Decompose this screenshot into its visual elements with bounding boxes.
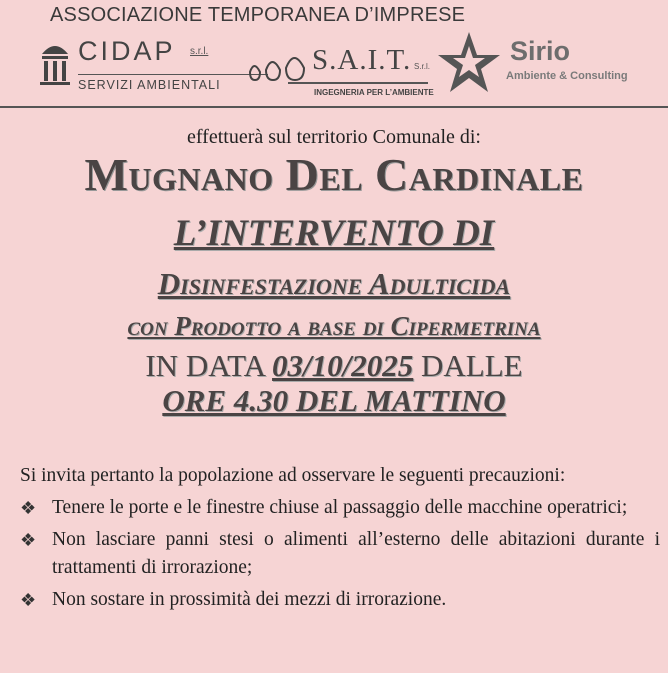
product-info: con Prodotto a base di Cipermetrina xyxy=(127,311,541,341)
precautions-section xyxy=(20,462,660,618)
town-name: Mugnano Del Cardinale xyxy=(84,149,584,200)
cidap-name: CIDAP xyxy=(78,36,176,66)
cidap-rule xyxy=(78,74,268,75)
precaution-text: Non sostare in prossimità dei mezzi di irrorazione. xyxy=(52,589,447,610)
list-item xyxy=(20,586,660,614)
sait-logo xyxy=(248,40,438,100)
cidap-suffix: s.r.l. xyxy=(190,46,209,57)
date-value: 03/10/2025 xyxy=(272,348,414,383)
date-suffix: DALLE xyxy=(421,348,523,383)
precaution-text: Tenere le porte e le finestre chiuse al passaggio delle macchine operatrici; xyxy=(52,497,628,518)
date-prefix: IN DATA xyxy=(145,348,265,383)
precaution-text: Non lasciare panni stesi o alimenti all’esterno delle abitazioni durante i trattamenti di irrorazione; xyxy=(52,529,660,578)
intervention-type: Disinfestazione Adulticida xyxy=(157,266,511,301)
list-item xyxy=(20,526,660,582)
intervention-heading: L’INTERVENTO DI xyxy=(173,213,495,254)
cidap-logo xyxy=(38,34,233,94)
sirio-subtitle: Ambiente & Consulting xyxy=(506,70,628,82)
header-divider xyxy=(0,106,668,108)
intro-text: effettuerà sul territorio Comunale di: xyxy=(187,126,481,148)
list-item xyxy=(20,494,660,522)
cidap-subtitle: SERVIZI AMBIENTALI xyxy=(78,78,221,92)
bullet-icon: ❖ xyxy=(20,530,37,550)
star-icon xyxy=(436,30,502,101)
bullet-icon: ❖ xyxy=(20,590,37,610)
time-line: ORE 4.30 DEL MATTINO xyxy=(162,383,506,418)
association-title: ASSOCIAZIONE TEMPORANEA D’IMPRESE xyxy=(50,4,466,26)
invite-text: Si invita pertanto la popolazione ad osservare le seguenti precauzioni: xyxy=(20,465,566,486)
precautions-list xyxy=(20,494,660,614)
building-icon xyxy=(38,40,72,91)
date-line xyxy=(0,348,668,384)
sait-subtitle: INGEGNERIA PER L’AMBIENTE xyxy=(314,88,434,97)
sait-name: S.A.I.T. xyxy=(312,44,412,76)
sait-suffix: S.r.l. xyxy=(414,62,431,71)
sirio-name: Sirio xyxy=(510,36,571,66)
bullet-icon: ❖ xyxy=(20,498,37,518)
sait-rule xyxy=(288,82,428,84)
logo-bar xyxy=(0,30,668,102)
sirio-logo xyxy=(436,30,646,100)
